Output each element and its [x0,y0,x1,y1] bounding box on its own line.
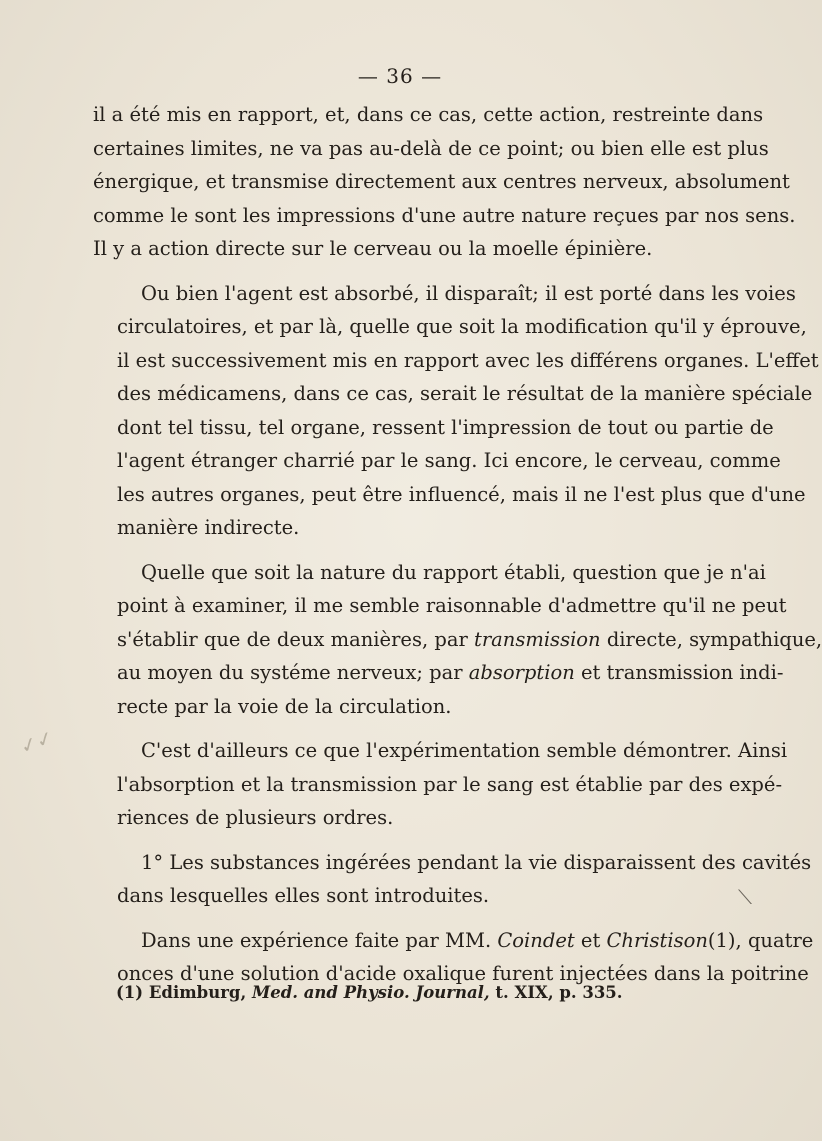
body-text [93,98,822,1002]
text-line: Ou bien l'agent est absorbé, il disparaît; il est porté dans les voies [141,281,796,305]
text-line: onces d'une solution d'acide oxalique furent injectées dans la poitrine [117,962,809,985]
text-line: 1° Les substances ingérées pendant la vie disparaissent des cavités [141,850,812,874]
text-line: dont tel tissu, tel organe, ressent l'impression de tout ou partie de [117,415,774,439]
text-line: les autres organes, peut être influencé, mais il ne l'est plus que d'une [117,482,806,506]
footnote [116,983,623,1002]
text-line: s'établir que de deux manières, par transmission directe, sympathique, [117,627,822,651]
text-line: dans lesquelles elles sont introduites. [117,884,490,907]
text-line: au moyen du systéme nerveux; par absorption et transmission indi- [117,661,784,684]
text-line: circulatoires, et par là, quelle que soit la modification qu'il y éprouve, [117,315,807,338]
text-line: il a été mis en rapport, et, dans ce cas, cette action, restreinte dans [93,103,764,126]
text-line: recte par la voie de la circulation. [117,694,452,718]
paragraph [93,98,796,266]
footnote-text-before: Edimburg, [148,983,252,1002]
italic-term: Coindet [497,928,575,952]
footnote-journal: Med. and Physio. Journal, [251,983,490,1002]
text-line: énergique, et transmise directement aux centres nerveux, absolument [93,170,790,193]
italic-term: absorption [468,661,575,684]
paragraph [93,734,788,835]
text-line: Quelle que soit la nature du rapport établi, question que je n'ai [141,560,766,584]
footnote-marker: (1) [116,983,149,1002]
text-line: l'agent étranger charrié par le sang. Ici encore, le cerveau, comme [117,449,781,472]
italic-term: transmission [473,627,601,651]
text-line: C'est d'ailleurs ce que l'expérimentation semble démontrer. Ainsi [141,739,788,762]
text-line: certaines limites, ne va pas au-delà de ce point; ou bien elle est plus [93,136,769,160]
text-line: riences de plusieurs ordres. [117,806,394,829]
page-number: — 36 — [357,64,443,88]
text-line: l'absorption et la transmission par le sang est établie par des expé- [117,772,783,796]
text-line: Il y a action directe sur le cerveau ou la moelle épinière. [93,237,653,260]
paragraph [93,846,812,913]
text-line: point à examiner, il me semble raisonnable d'admettre qu'il ne peut [117,594,787,617]
text-line: des médicamens, dans ce cas, serait le résultat de la manière spéciale [117,382,813,405]
text-line: manière indirecte. [117,516,300,539]
margin-pencil-mark: ⟍ [738,885,752,909]
text-line: il est successivement mis en rapport avec les différens organes. L'effet [117,348,819,372]
text-line: Dans une expérience faite par MM. Coindet et Christison(1), quatre [141,928,814,952]
text-line: comme le sont les impressions d'une autre nature reçues par nos sens. [93,203,796,227]
italic-term: Christison [606,928,708,952]
paragraph [93,556,822,724]
margin-pencil-annotation: ✓✓ [16,724,57,760]
paragraph [93,277,819,545]
footnote-text-after: t. XIX, p. 335. [489,983,623,1002]
paragraph [93,924,814,991]
